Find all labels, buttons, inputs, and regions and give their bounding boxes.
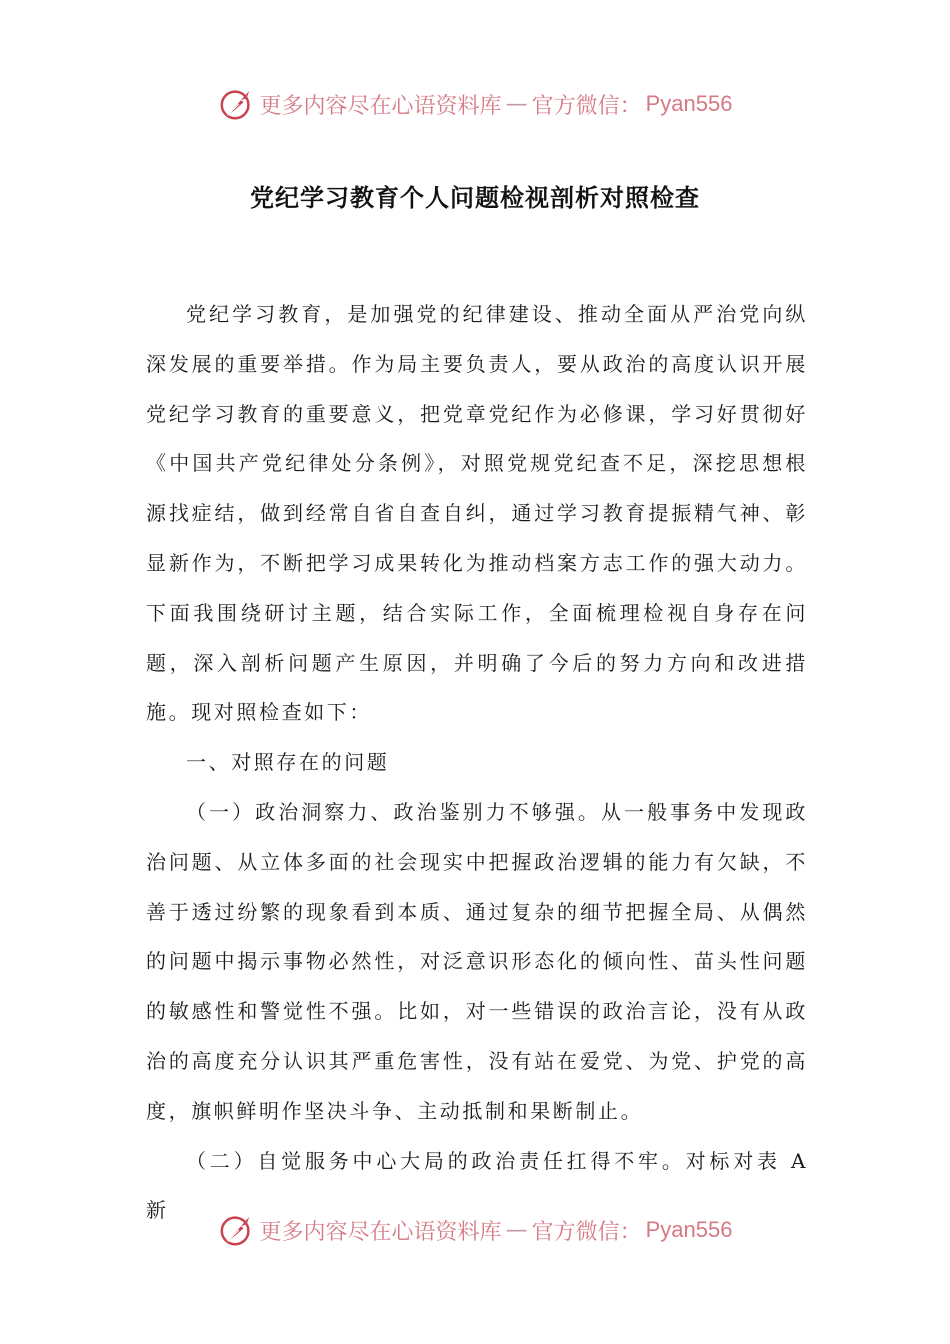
banner-contact-handle: Pyan556 (645, 91, 733, 116)
watermark-banner-top (0, 82, 950, 126)
feather-logo-icon (218, 85, 256, 123)
banner-site-text: 更多内容尽在心语资料库 (259, 1219, 502, 1245)
banner-separator: — (505, 1217, 528, 1243)
banner-contact-handle: Pyan556 (645, 1217, 733, 1242)
banner-contact-label: 官方微信： (531, 93, 642, 119)
paragraph-item-1: （一）政治洞察力、政治鉴别力不够强。从一般事务中发现政治问题、从立体多面的社会现实中把握政治逻辑的能力有欠缺，不善于透过纷繁的现象看到本质、通过复杂的细节把握全局、从偶然的问题中揭示事物必然性，对泛意识形态化的倾向性、苗头性问题的敏感性和警觉性不强。比如，对一些错误的政治言论，没有从政治的高度充分认识其严重危害性，没有站在爱党、为党、护党的高度，旗帜鲜明作坚决斗争、主动抵制和果断制止。 (146, 799, 808, 1123)
watermark-banner-bottom (0, 1208, 950, 1252)
paragraph-intro: 党纪学习教育，是加强党的纪律建设、推动全面从严治党向纵深发展的重要举措。作为局主要负责人，要从政治的高度认识开展党纪学习教育的重要意义，把党章党纪作为必修课，学习好贯彻好《中国共产党纪律处分条例》，对照党规党纪查不足，深挖思想根源找症结，做到经常自省自查自纠，通过学习教育提振精气神、彰显新作为，不断把学习成果转化为推动档案方志工作的强大动力。下面我围绕研讨主题，结合实际工作，全面梳理检视自身存在问题，深入剖析问题产生原因，并明确了今后的努力方向和改进措施。现对照检查如下： (146, 302, 808, 725)
document-title: 党纪学习教育个人问题检视剖析对照检查 (250, 183, 700, 212)
feather-logo-icon (218, 1211, 256, 1249)
document-body (146, 290, 808, 1236)
paragraph-item-2: （二）自觉服务中心大局的政治责任扛得不牢。对标对表 A 新 (146, 1148, 808, 1223)
banner-site-text: 更多内容尽在心语资料库 (259, 93, 502, 119)
banner-contact-label: 官方微信： (531, 1219, 642, 1245)
section-heading: 一、对照存在的问题 (186, 750, 390, 775)
banner-separator: — (505, 91, 528, 117)
